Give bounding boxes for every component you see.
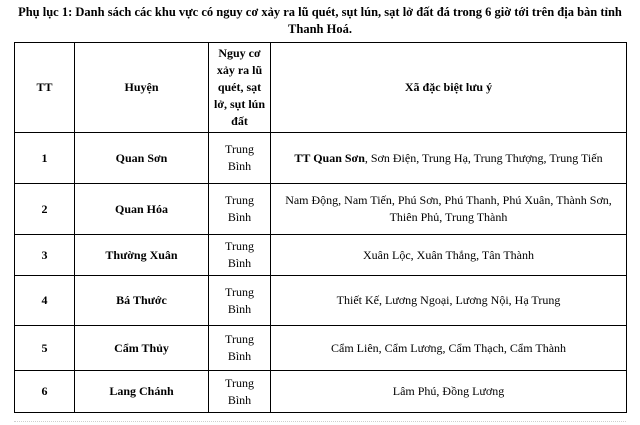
cell-district: Bá Thước [75,276,209,326]
cell-communes [271,276,627,326]
table-row [15,326,627,371]
cell-communes-text: Xuân Lộc, Xuân Thắng, Tân Thành [363,247,534,262]
cell-district: Lang Chánh [75,371,209,413]
cell-communes [271,371,627,413]
cell-risk: Trung Bình [209,184,271,235]
table-row [15,235,627,276]
cell-communes [271,184,627,235]
cell-communes [271,235,627,276]
cell-communes-text: Nam Động, Nam Tiến, Phú Sơn, Phú Thanh, Phú Xuân, Thành Sơn, Thiên Phủ, Trung Thành [285,193,612,224]
cell-communes-text: Lâm Phú, Đồng Lương [392,384,505,398]
cell-tt: 1 [15,133,75,184]
cell-tt: 3 [15,235,75,276]
cell-communes-bold: TT Quan Sơn [294,150,365,165]
cell-communes-text: Cẩm Liên, Cẩm Lương, Cẩm Thạch, Cẩm Thành [330,340,567,355]
table-header-row [15,43,627,133]
cell-district: Quan Sơn [75,133,209,184]
cell-tt: 2 [15,184,75,235]
header-tt: TT [15,43,75,133]
table-row [15,371,627,413]
header-communes: Xã đặc biệt lưu ý [271,43,627,133]
header-district: Huyện [75,43,209,133]
cell-communes [271,326,627,371]
cell-communes-text: Thiết Kế, Lương Ngoại, Lương Nội, Hạ Trung [336,293,561,307]
cell-communes-text: , Sơn Điện, Trung Hạ, Trung Thượng, Trung Tiến [364,150,603,165]
cell-risk: Trung Bình [209,326,271,371]
cell-risk: Trung Bình [209,371,271,413]
table-row [15,184,627,235]
document-title: Phụ lục 1: Danh sách các khu vực có nguy cơ xảy ra lũ quét, sụt lún, sạt lở đất đá trong 6 giờ tới trên địa bàn tỉnh Thanh Hoá. [18,5,622,36]
header-risk: Nguy cơ xảy ra lũ quét, sạt lở, sụt lún đất [209,43,271,133]
cell-district: Quan Hóa [75,184,209,235]
cell-district: Thường Xuân [75,235,209,276]
cell-communes [271,133,627,184]
page-bottom-divider [14,421,626,423]
cell-risk: Trung Bình [209,276,271,326]
cell-tt: 6 [15,371,75,413]
table-row [15,276,627,326]
cell-tt: 5 [15,326,75,371]
cell-risk: Trung Bình [209,133,271,184]
cell-risk: Trung Bình [209,235,271,276]
cell-tt: 4 [15,276,75,326]
cell-district: Cẩm Thủy [75,326,209,371]
table-row [15,133,627,184]
risk-areas-table [14,42,627,413]
